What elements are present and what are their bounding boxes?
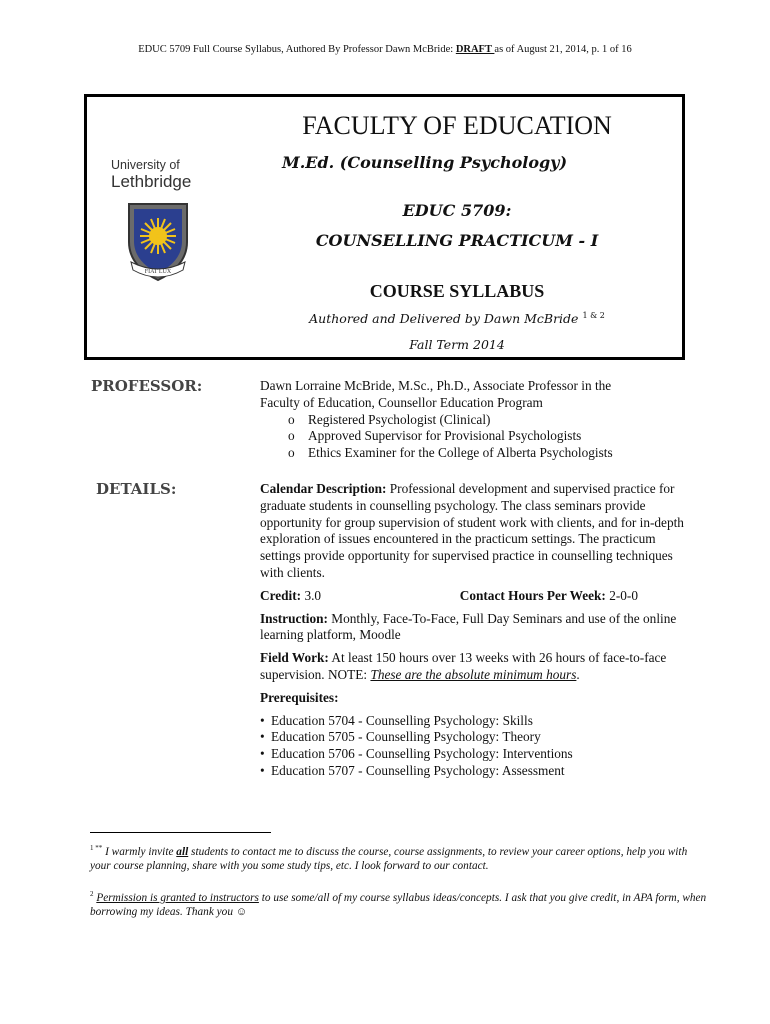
footnote-1-text-b: students to contact me to discuss the course, course assignments, to review your career options, help you with your course planning, share with you some study tips, etc. I look forward to our contact. [90, 845, 688, 873]
credit-item [260, 588, 321, 605]
footnote-2 [90, 887, 710, 920]
footnote-2-mark: 2 [90, 890, 94, 898]
list-item: o Registered Psychologist (Clinical) [288, 412, 690, 429]
authored-line [87, 311, 682, 326]
instruction-label: Instruction: [260, 610, 328, 626]
professor-section [260, 378, 690, 462]
field-end: . [576, 666, 580, 682]
authored-footnote-ref: 1 & 2 [582, 311, 605, 320]
instruction-text: Monthly, Face-To-Face, Full Day Seminars and use of the online learning platform, Moodle [260, 610, 677, 643]
footnote-2-permission: Permission is granted to instructors [96, 891, 259, 904]
list-item: o Ethics Examiner for the College of Alberta Psychologists [288, 445, 690, 462]
course-code: EDUC 5709: [402, 201, 512, 220]
university-logo [111, 159, 211, 286]
program-title: M.Ed. (Counselling Psychology) [282, 153, 568, 172]
field-note: These are the absolute minimum hours [370, 666, 577, 682]
list-item: • Education 5704 - Counselling Psychology: Skills [260, 713, 690, 730]
logo-motto: FIAT LUX [144, 269, 172, 275]
prereq-label: Prerequisites: [260, 689, 339, 705]
list-item: o Approved Supervisor for Provisional Psychologists [288, 428, 690, 445]
instruction [260, 611, 690, 645]
professor-label: PROFESSOR: [91, 377, 203, 395]
footnote-1 [90, 841, 710, 874]
logo-line2: Lethbridge [111, 172, 192, 191]
course-name: COUNSELLING PRACTICUM - I [315, 231, 599, 250]
title-box [84, 94, 685, 360]
list-item: • Education 5706 - Counselling Psychology: Interventions [260, 746, 690, 763]
document-title: COURSE SYLLABUS [369, 281, 545, 301]
contact-hours-item [460, 588, 638, 605]
credit-row [260, 588, 690, 605]
footnote-divider [90, 832, 271, 833]
professor-line2: Faculty of Education, Counsellor Education Program [260, 394, 543, 410]
header-prefix: EDUC 5709 Full Course Syllabus, Authored By Professor Dawn McBride: [138, 44, 454, 55]
calendar-text: Professional development and supervised practice for graduate students in counselling psychology. The class seminars provide opportunity for group supervision of student work with clients, and for in-depth exploration of issues encountered in the practicum settings. The practicum settings provide opportunity for supervised practice in counselling techniques with clients. [260, 481, 684, 580]
calendar-description [260, 481, 690, 582]
field-label: Field Work: [260, 650, 329, 666]
field-work [260, 650, 690, 684]
footnote-1-all: all [176, 845, 189, 858]
faculty-title: FACULTY OF EDUCATION [302, 111, 612, 140]
credit-label: Credit: [260, 587, 302, 603]
professor-roles [260, 412, 690, 462]
prerequisites-heading [260, 690, 690, 707]
list-item: • Education 5707 - Counselling Psychology: Assessment [260, 763, 690, 780]
footnote-1-text-a: I warmly invite [102, 845, 177, 858]
term: Fall Term 2014 [409, 337, 505, 352]
professor-line1: Dawn Lorraine McBride, M.Sc., Ph.D., Associate Professor in the [260, 378, 612, 393]
calendar-label: Calendar Description: [260, 481, 387, 496]
footnote-1-mark: 1 ** [90, 844, 103, 852]
footnote-2-text: to use some/all of my course syllabus ideas/concepts. I ask that you give credit, in APA form, when borrowing my ideas. Thank you ☺ [90, 891, 707, 919]
draft-label: DRAFT [455, 44, 495, 55]
field-text: At least 150 hours over 13 weeks with 26 hours of face-to-face supervision. NOTE: [260, 650, 667, 682]
contact-value: 2-0-0 [609, 587, 638, 603]
page-header [0, 44, 770, 55]
header-suffix: as of August 21, 2014, p. 1 of 16 [494, 44, 632, 55]
contact-label: Contact Hours Per Week: [459, 587, 606, 603]
details-section [260, 481, 690, 780]
prerequisites-list [260, 713, 690, 780]
logo-line1: University of [111, 158, 180, 172]
credit-value: 3.0 [304, 587, 322, 603]
details-label: DETAILS: [96, 480, 177, 498]
authored-text: Authored and Delivered by Dawn McBride [309, 311, 579, 327]
list-item: • Education 5705 - Counselling Psychology: Theory [260, 729, 690, 746]
